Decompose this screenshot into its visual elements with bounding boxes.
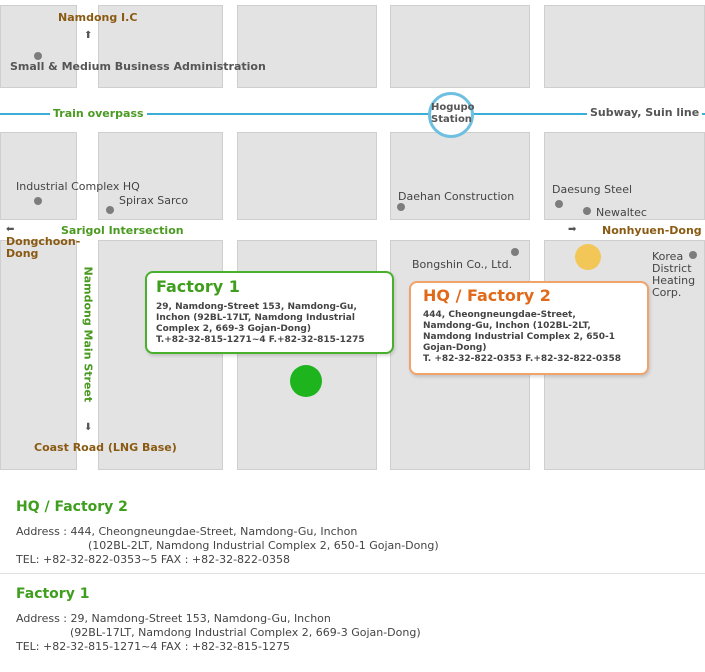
location-dot-icon	[555, 200, 563, 208]
subway-label: Subway, Suin line	[587, 106, 702, 119]
hogupo-station-icon	[428, 92, 474, 138]
korea-district-line3: Heating	[652, 274, 696, 287]
factory1-callout-title: Factory 1	[156, 277, 240, 296]
arrow-up-icon: ⬆	[84, 30, 93, 41]
hq-callout-line: Namdong Industrial Complex 2, 650-1	[423, 332, 616, 342]
hq-title: HQ / Factory 2	[16, 499, 128, 515]
map-block	[0, 240, 77, 470]
dongchoon-label-line2: Dong	[6, 247, 39, 260]
daesung-label: Daesung Steel	[552, 183, 633, 196]
station-label-line2: Station	[431, 114, 472, 125]
hq-callout-line: T. +82-32-822-0353 F.+82-32-822-0358	[423, 354, 621, 364]
hq-callout-title: HQ / Factory 2	[423, 286, 551, 305]
factory1-callout	[145, 271, 394, 354]
nonhyuen-label: Nonhyuen-Dong	[602, 224, 702, 237]
hq-callout-line: Namdong-Gu, Inchon (102BL-2LT,	[423, 321, 591, 331]
factory1-address-section	[0, 574, 705, 672]
daehan-label: Daehan Construction	[398, 190, 515, 203]
hq-callout-line: 444, Cheongneungdae-Street,	[423, 310, 576, 320]
map-block	[544, 5, 705, 88]
hq-address-line2: (102BL-2LT, Namdong Industrial Complex 2, 650-1 Gojan-Dong)	[88, 539, 439, 552]
smba-label: Small & Medium Business Administration	[10, 60, 266, 73]
newaltec-label: Newaltec	[596, 206, 647, 219]
factory1-location-pin-icon[interactable]	[290, 365, 322, 397]
sarigol-label: Sarigol Intersection	[61, 224, 184, 237]
korea-district-line1: Korea	[652, 250, 684, 263]
arrow-down-icon: ⬇	[84, 422, 93, 433]
arrow-left-icon: ⬅	[6, 224, 15, 235]
location-dot-icon	[34, 197, 42, 205]
korea-district-line4: Corp.	[652, 286, 682, 299]
spirax-sarco-label: Spirax Sarco	[119, 194, 189, 207]
namdong-ic-label: Namdong I.C	[58, 11, 138, 24]
bongshin-label: Bongshin Co., Ltd.	[412, 258, 513, 271]
hq-location-pin-icon[interactable]	[575, 244, 601, 270]
dongchoon-label-line1: Dongchoon-	[6, 235, 81, 248]
factory1-callout-line: T.+82-32-815-1271~4 F.+82-32-815-1275	[156, 335, 365, 345]
map-block	[237, 132, 377, 220]
location-dot-icon	[34, 52, 42, 60]
factory1-callout-line: 29, Namdong-Street 153, Namdong-Gu,	[156, 302, 357, 312]
factory1-address-line1: Address : 29, Namdong-Street 153, Namdong-Gu, Inchon	[16, 612, 331, 625]
location-dot-icon	[397, 203, 405, 211]
map-block	[237, 5, 377, 88]
location-dot-icon	[689, 251, 697, 259]
hq-address-section	[0, 472, 705, 572]
factory1-callout-line: Inchon (92BL-17LT, Namdong Industrial	[156, 313, 355, 323]
namdong-main-street-label: Namdong Main Street	[81, 266, 95, 403]
hq-address-line1: Address : 444, Cheongneungdae-Street, Namdong-Gu, Inchon	[16, 525, 358, 538]
factory1-address-line2: (92BL-17LT, Namdong Industrial Complex 2, 669-3 Gojan-Dong)	[70, 626, 421, 639]
coast-road-label: Coast Road (LNG Base)	[34, 441, 177, 454]
korea-district-line2: District	[652, 262, 692, 275]
factory1-tel-fax: TEL: +82-32-815-1271~4 FAX : +82-32-815-1275	[16, 640, 291, 653]
factory1-title: Factory 1	[16, 586, 90, 602]
factory1-callout-line: Complex 2, 669-3 Gojan-Dong)	[156, 324, 311, 334]
map-block	[0, 132, 77, 220]
station-label-line1: Hogupo	[431, 102, 475, 113]
arrow-right-icon: ➡	[568, 224, 577, 235]
map-block	[390, 5, 530, 88]
location-dot-icon	[511, 248, 519, 256]
hq-callout-line: Gojan-Dong)	[423, 343, 487, 353]
hq-callout	[409, 281, 649, 375]
location-dot-icon	[106, 206, 114, 214]
industrial-complex-hq-label: Industrial Complex HQ	[16, 180, 140, 193]
train-overpass-label: Train overpass	[50, 107, 147, 120]
location-dot-icon	[583, 207, 591, 215]
map-block	[390, 132, 530, 220]
hq-tel-fax: TEL: +82-32-822-0353~5 FAX : +82-32-822-0358	[16, 553, 291, 566]
